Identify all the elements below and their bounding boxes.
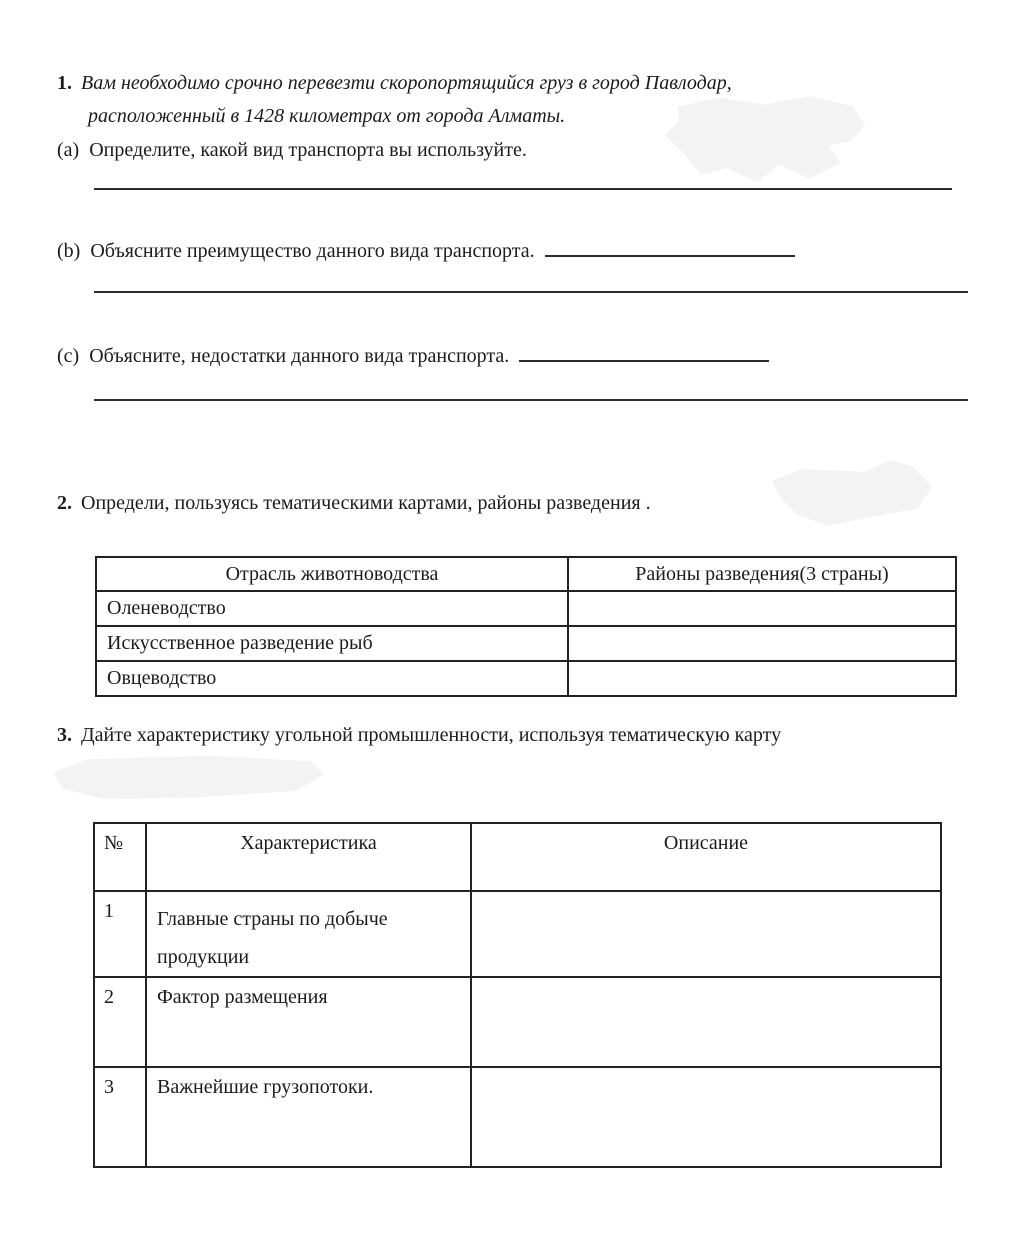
answer-blank-1c-inline xyxy=(519,360,769,362)
coal-row-1-answer-cell xyxy=(471,891,941,977)
coal-table-header-characteristic: Характеристика xyxy=(146,823,471,891)
redaction-blob-question-3 xyxy=(48,753,324,799)
question-1b-text: Объясните преимущество данного вида транспорта. xyxy=(90,240,535,262)
question-2 xyxy=(57,490,651,516)
answer-line-1c xyxy=(94,399,968,401)
question-1c-label: (c) xyxy=(57,345,80,367)
livestock-row-2-answer-cell xyxy=(568,626,956,661)
livestock-table-header-branch: Отрасль животноводства xyxy=(96,557,568,591)
coal-table-header-description: Описание xyxy=(471,823,941,891)
livestock-row-3-answer-cell xyxy=(568,661,956,696)
coal-row-2-num: 2 xyxy=(94,977,146,1067)
livestock-table xyxy=(95,556,957,697)
table-row xyxy=(96,661,956,696)
question-3 xyxy=(57,722,781,748)
answer-blank-1b-inline xyxy=(545,255,795,257)
question-1b-label: (b) xyxy=(57,240,81,262)
question-2-number: 2. xyxy=(57,492,72,514)
redaction-blob-top-right xyxy=(665,96,865,182)
question-1-intro-line1: Вам необходимо срочно перевезти скоропортящийся груз в город Павлодар, xyxy=(81,72,732,94)
livestock-row-1-label: Оленеводство xyxy=(96,591,568,626)
coal-table-header-row xyxy=(94,823,941,891)
coal-row-2-answer-cell xyxy=(471,977,941,1067)
coal-row-3-label: Важнейшие грузопотоки. xyxy=(146,1067,471,1167)
question-1a-text: Определите, какой вид транспорта вы используйте. xyxy=(89,139,527,161)
question-3-text: Дайте характеристику угольной промышленности, используя тематическую карту xyxy=(81,724,782,746)
livestock-table-header-regions: Районы разведения(3 страны) xyxy=(568,557,956,591)
question-1a xyxy=(57,137,527,163)
question-1c xyxy=(57,343,769,369)
table-row xyxy=(94,1067,941,1167)
question-3-number: 3. xyxy=(57,724,72,746)
table-row xyxy=(94,891,941,977)
coal-row-1-num: 1 xyxy=(94,891,146,977)
coal-row-3-num: 3 xyxy=(94,1067,146,1167)
redaction-blob-question-2 xyxy=(772,460,932,526)
coal-row-1-label: Главные страны по добыче продукции xyxy=(146,891,471,977)
coal-row-3-answer-cell xyxy=(471,1067,941,1167)
answer-line-1a xyxy=(94,188,952,190)
question-1c-text: Объясните, недостатки данного вида транспорта. xyxy=(89,345,510,367)
livestock-table-header-row xyxy=(96,557,956,591)
table-row xyxy=(94,977,941,1067)
livestock-row-3-label: Овцеводство xyxy=(96,661,568,696)
question-1a-label: (a) xyxy=(57,139,80,161)
table-row xyxy=(96,626,956,661)
livestock-row-2-label: Искусственное разведение рыб xyxy=(96,626,568,661)
coal-row-2-label: Фактор размещения xyxy=(146,977,471,1067)
question-1-number: 1. xyxy=(57,72,72,94)
question-2-text: Определи, пользуясь тематическими картами, районы разведения . xyxy=(81,492,651,514)
table-row xyxy=(96,591,956,626)
answer-line-1b xyxy=(94,291,968,293)
question-1-line1 xyxy=(57,70,732,96)
coal-table xyxy=(93,822,942,1168)
question-1b xyxy=(57,238,795,264)
coal-table-header-num: № xyxy=(94,823,146,891)
question-1-intro-line2: расположенный в 1428 километрах от города Алматы. xyxy=(88,105,566,127)
livestock-row-1-answer-cell xyxy=(568,591,956,626)
